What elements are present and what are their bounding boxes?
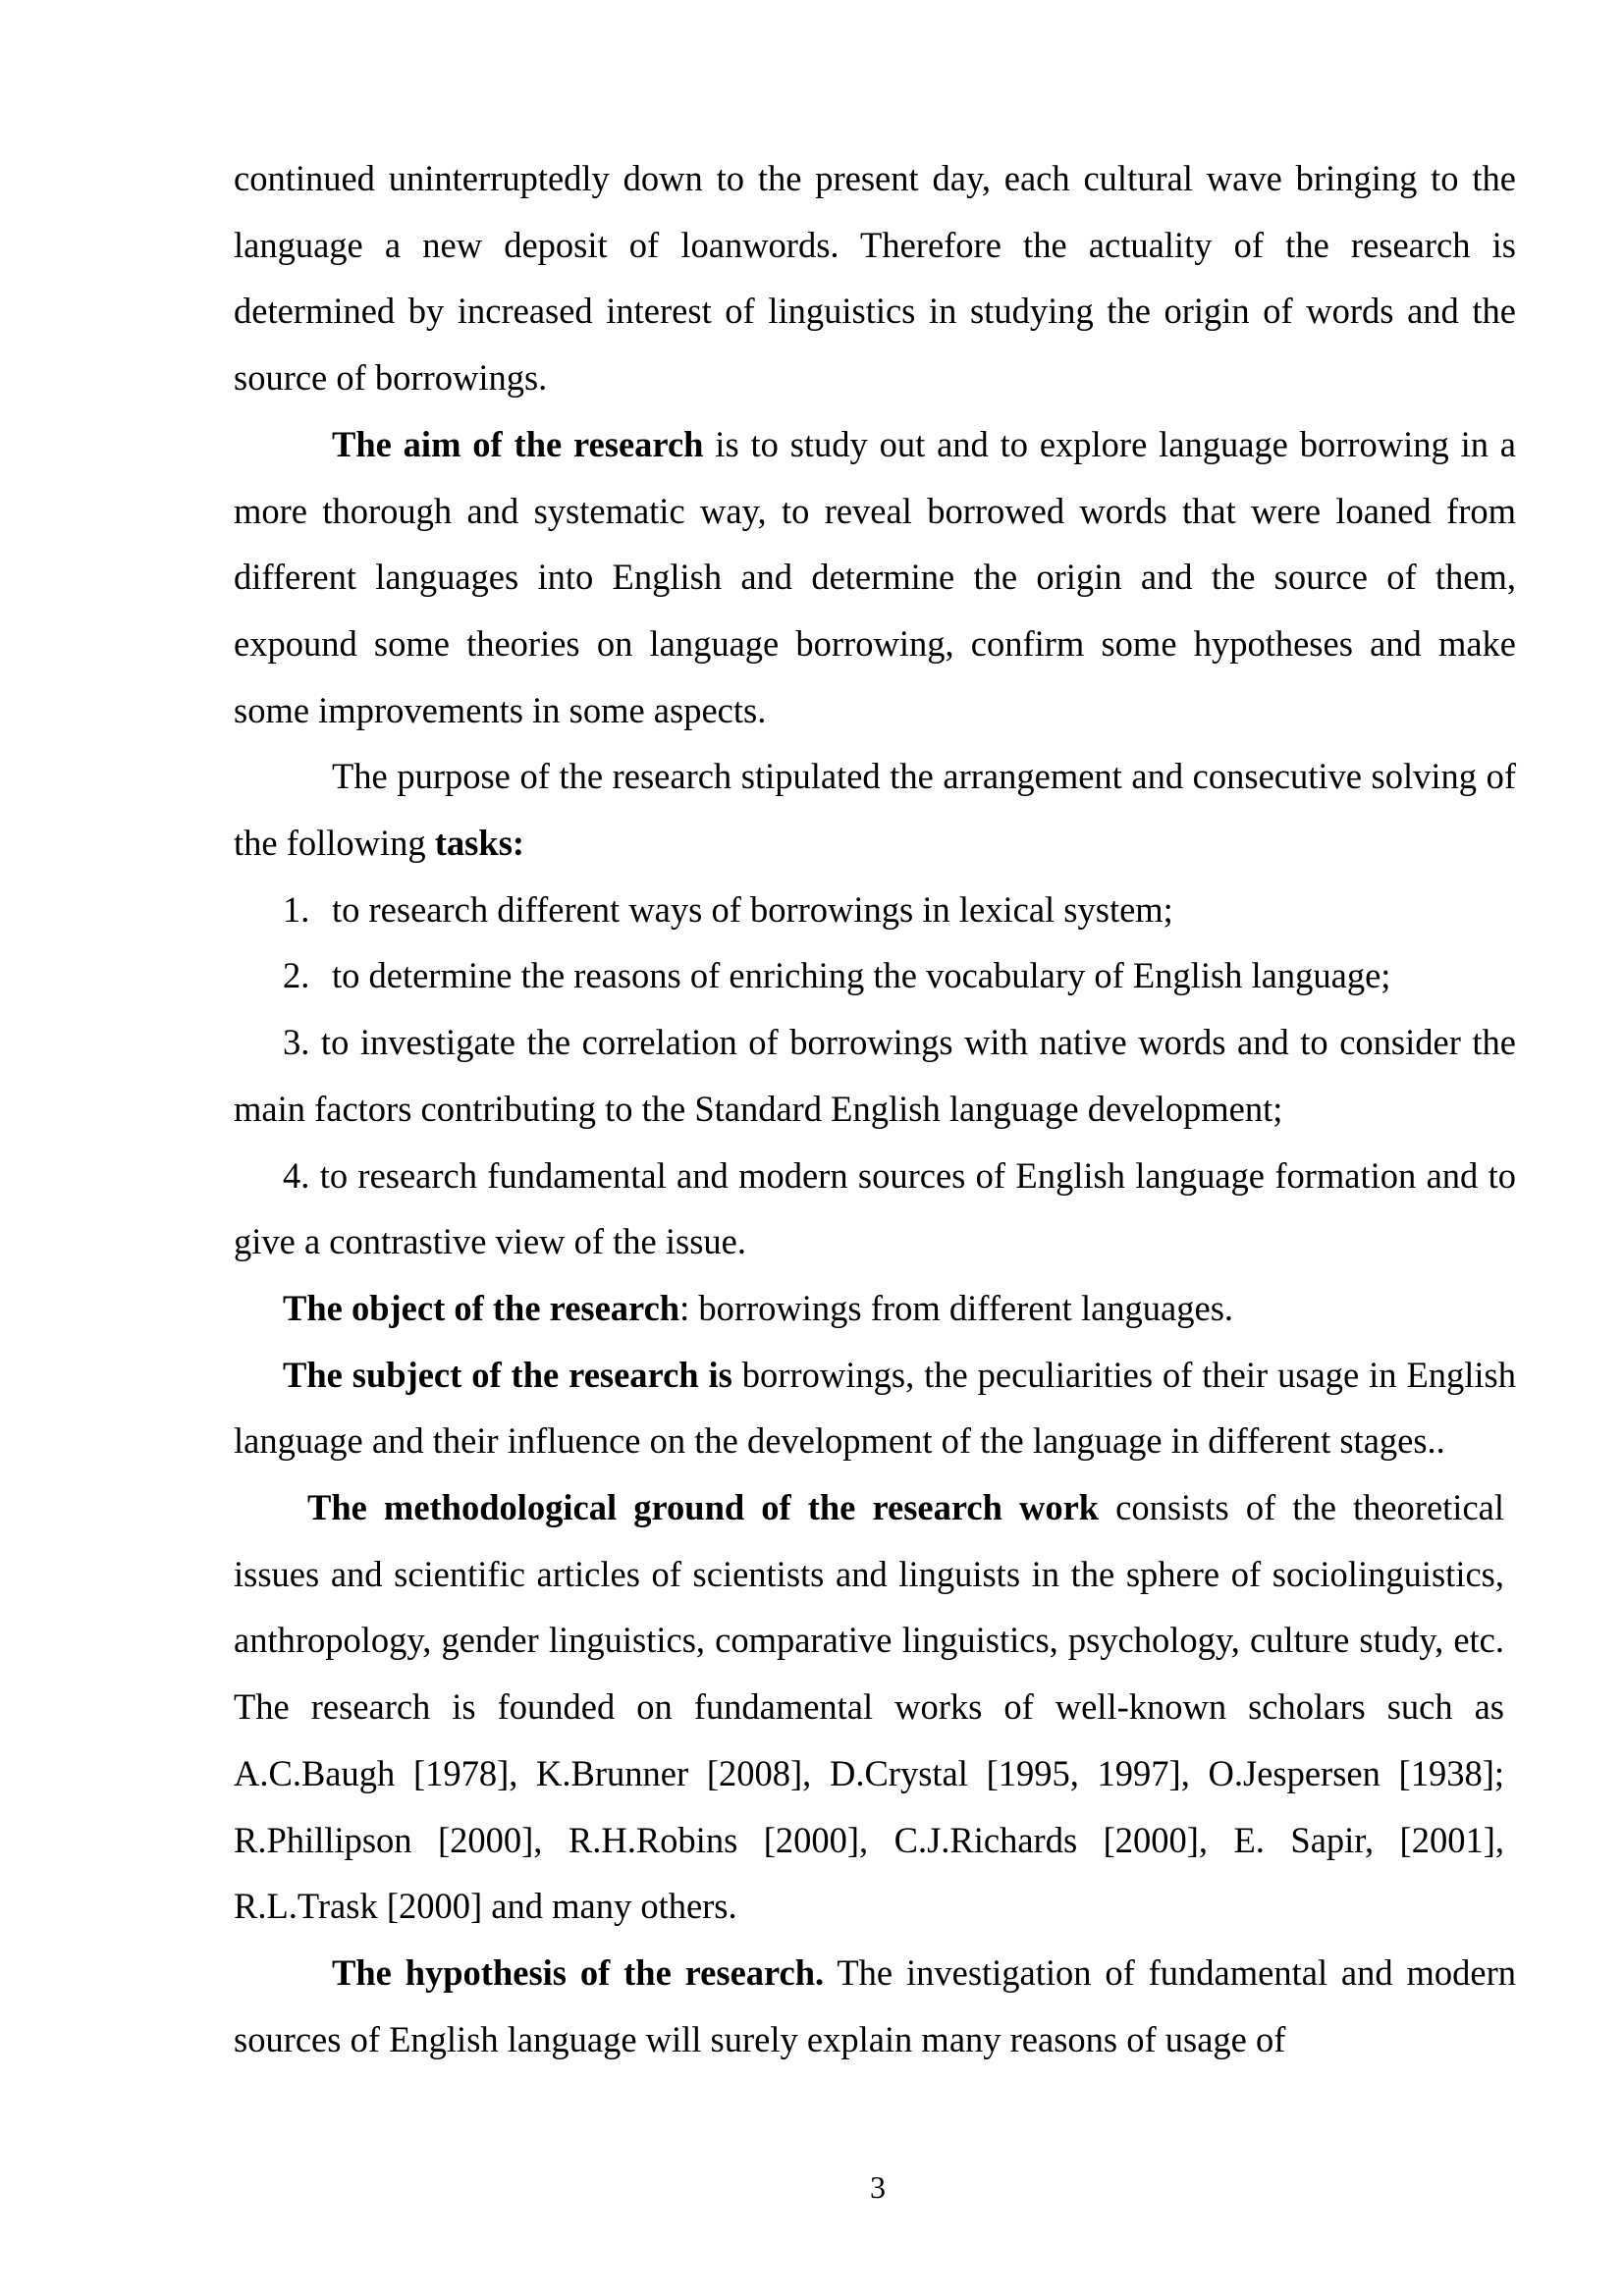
task-text-2: to determine the reasons of enriching the vocabulary of English language;: [332, 955, 1391, 996]
methodology-text: consists of the theoretical issues and scientific articles of scientists and linguists in the sphere of sociolinguistics, anthropology, gender linguistics, comparative linguistics, psychology, culture study, etc. The research is founded on fundamental works of well-known scholars such as A.C.Baugh [1978], K.Brunner [2008], D.Crystal [1995, 1997], O.Jespersen [1938]; R.Phillipson [2000], R.H.Robins [2000], C.J.Richards [2000], E. Sapir, [2001], R.L.Trask [2000] and many others.: [234, 1487, 1504, 1927]
task-item-4: 4. to research fundamental and modern sources of English language formation and to give a contrastive view of the issue.: [234, 1154, 1516, 1262]
paragraph-methodology: [234, 1474, 1516, 1940]
paragraph-hypothesis: [234, 1940, 1516, 2072]
hypothesis-heading: The hypothesis of the research.: [332, 1951, 825, 1993]
subject-text: borrowings, the peculiarities of their usage in English language and their influence on the development of the language in different stages..: [234, 1354, 1517, 1462]
paragraph-purpose: [234, 743, 1516, 876]
paragraph-actuality: continued uninterruptedly down to the present day, each cultural wave bringing to the language a new deposit of loanwords. Therefore the actuality of the research is determined by increased interest of linguistics in studying the origin of words and the source of borrowings.: [234, 158, 1516, 399]
task-text-1: to research different ways of borrowings in lexical system;: [332, 888, 1173, 930]
paragraph-object: [234, 1275, 1516, 1342]
methodology-heading: The methodological ground of the research work: [307, 1487, 1100, 1528]
task-item-3: 3. to investigate the correlation of borrowings with native words and to consider the main factors contributing to the Standard English language development;: [234, 1022, 1516, 1129]
object-heading: The object of the research: [283, 1287, 680, 1328]
body-text: [234, 145, 1516, 2072]
page-number: 3: [870, 2169, 886, 2205]
paragraph-subject: [234, 1342, 1516, 1474]
object-text: : borrowings from different languages.: [679, 1287, 1234, 1328]
paragraph-aim: [234, 411, 1516, 744]
task-number-2: 2.: [283, 955, 310, 996]
task-item-1: [234, 877, 1516, 943]
task-number-1: 1.: [283, 888, 310, 930]
task-item-2: [234, 942, 1516, 1009]
tasks-heading: tasks:: [434, 823, 525, 864]
purpose-text: The purpose of the research stipulated the arrangement and consecutive solving of the following: [234, 756, 1516, 864]
subject-heading: The subject of the research is: [283, 1354, 732, 1395]
hypothesis-text: The investigation of fundamental and modern sources of English language will surely explain many reasons of usage of: [234, 1951, 1516, 2059]
aim-text: is to study out and to explore language borrowing in a more thorough and systematic way, to reveal borrowed words that were loaned from different languages into English and determine the origin and the source of them, expound some theories on language borrowing, confirm some hypotheses and make some improvements in some aspects.: [234, 423, 1517, 730]
aim-heading: The aim of the research: [332, 423, 704, 464]
